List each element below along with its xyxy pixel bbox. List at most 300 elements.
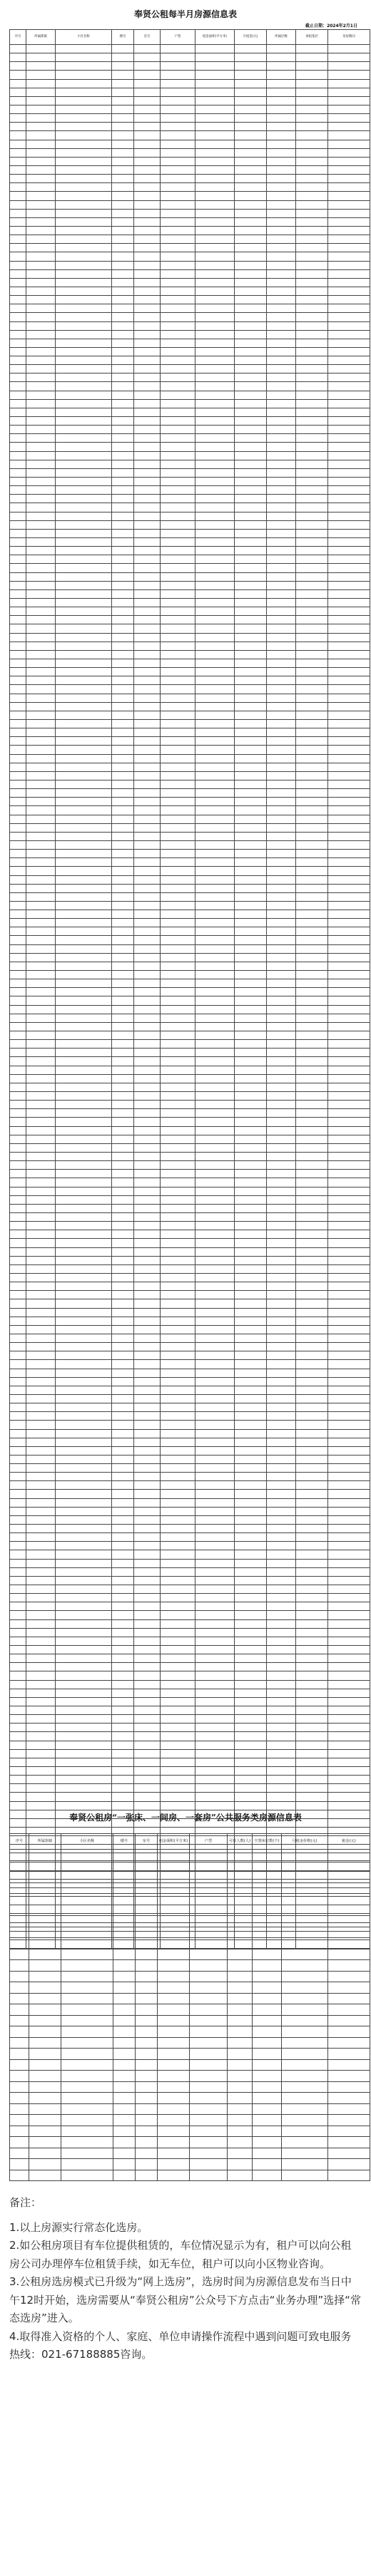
table-cell [161,1092,195,1101]
table-cell [161,1766,195,1775]
table-cell [161,278,195,287]
table-cell [228,2148,253,2159]
table-cell [10,114,26,123]
table-cell [161,1247,195,1256]
table-cell [56,771,112,780]
table-cell [112,780,134,788]
table-cell [134,694,161,702]
table-cell [235,884,267,892]
table-row [10,123,370,131]
table1-grid [9,29,370,1949]
table-cell [56,382,112,391]
table1-title: 奉贤公租每半月房源信息表 [133,9,237,19]
table-row [10,1473,370,1481]
table-cell [10,1654,26,1663]
table-cell [56,1567,112,1576]
table-cell [10,650,26,659]
table-cell [113,2137,136,2148]
table-cell [296,313,328,321]
table-cell [195,650,235,659]
table-cell [56,512,112,520]
table-cell [56,209,112,217]
table-cell [267,1092,296,1101]
table-cell [195,1092,235,1101]
table-cell [267,1697,296,1706]
table-cell [267,599,296,607]
table-cell [296,1153,328,1161]
table-cell [26,304,56,313]
table-cell [112,1040,134,1049]
table-cell [10,1049,26,1057]
table-row [10,2081,370,2093]
table-row [10,1715,370,1724]
table-cell [26,694,56,702]
table-cell [56,1325,112,1334]
table-cell [61,1905,113,1916]
table-cell [235,1360,267,1369]
table-cell [190,2170,228,2181]
table-cell [328,2026,370,2038]
table-cell [296,88,328,96]
table-cell [195,728,235,737]
table-cell [328,1594,370,1602]
table-cell [10,1230,26,1239]
table-cell [328,1126,370,1135]
table-cell [235,555,267,564]
table-cell [190,1982,228,1994]
table-cell [56,287,112,295]
table-cell [112,1533,134,1542]
table-cell [235,1793,267,1801]
table-cell [296,1567,328,1576]
table-cell [10,702,26,711]
table-cell [235,1170,267,1178]
table-cell [112,1273,134,1282]
table-cell [10,2049,29,2060]
table-cell [26,1057,56,1066]
table-cell [10,1083,26,1091]
table-row [10,1663,370,1671]
table-row [10,668,370,676]
table-cell [26,1317,56,1325]
table-cell [56,217,112,226]
table-cell [161,581,195,589]
table-cell [161,1143,195,1152]
table-cell [195,339,235,347]
table-cell [56,1282,112,1291]
table-cell [190,1905,228,1916]
table-row [10,936,370,944]
table-row [10,520,370,529]
table-cell [328,1671,370,1680]
table-cell [235,676,267,685]
table-cell [195,1741,235,1749]
table-cell [158,1982,190,1994]
table-cell [29,2170,61,2181]
table-cell [134,217,161,226]
table-cell [195,1421,235,1429]
table-row [10,1732,370,1741]
table-cell [296,1766,328,1775]
table-cell [228,2137,253,2148]
table-cell [29,2159,61,2170]
table-cell [56,520,112,529]
table-cell [267,1170,296,1178]
table-cell [10,278,26,287]
table-cell [195,226,235,235]
table-cell [158,1927,190,1938]
table-cell [235,200,267,209]
table-cell [158,1872,190,1883]
table-cell [134,780,161,788]
table-cell [56,1793,112,1801]
table-cell [235,1040,267,1049]
table-cell [161,1299,195,1308]
table-cell [26,1594,56,1602]
table-row [10,1299,370,1308]
table-row [10,1671,370,1680]
table-cell [296,529,328,537]
table-cell [267,1308,296,1317]
table-row [10,1784,370,1793]
table-cell [112,1022,134,1031]
table-cell [26,1256,56,1264]
table-cell [267,148,296,157]
table-row [10,685,370,694]
table-cell [235,408,267,416]
table-cell [134,1766,161,1775]
table-cell [328,2081,370,2093]
table-cell [56,131,112,140]
table-cell [26,1637,56,1645]
table-cell [10,642,26,650]
table-cell [10,1031,26,1040]
table-cell [26,1550,56,1559]
table-row [10,1533,370,1542]
table-cell [267,304,296,313]
table-cell [112,1282,134,1291]
table-row [10,1860,370,1872]
table-cell [56,71,112,79]
table-row [10,2115,370,2126]
table-cell [267,1109,296,1118]
table-cell [161,832,195,840]
table-cell [26,200,56,209]
table-cell [10,261,26,269]
table-cell [10,148,26,157]
table-cell [328,1429,370,1438]
table-cell [161,365,195,373]
table-cell [112,468,134,477]
table-cell [328,1784,370,1793]
table-cell [190,1882,228,1894]
table-cell [26,1602,56,1611]
table-cell [282,2148,328,2159]
table-cell [26,183,56,192]
table-cell [267,356,296,365]
table-cell [112,875,134,884]
table-cell [56,339,112,347]
table-cell [113,2037,136,2049]
table-cell [10,443,26,451]
table-cell [112,1464,134,1473]
table-cell [328,1212,370,1221]
table-cell [267,1464,296,1473]
table-cell [195,1031,235,1040]
table-cell [253,1927,282,1938]
table-cell [134,1507,161,1515]
table-cell [113,2115,136,2126]
table-cell [282,1938,328,1949]
table-row [10,529,370,537]
table-cell [235,936,267,944]
table-cell [26,269,56,278]
table-cell [253,2081,282,2093]
table-cell [328,1949,370,1960]
table-cell [56,1473,112,1481]
table-cell [56,468,112,477]
table-cell [253,2137,282,2148]
table-cell [235,547,267,555]
table-cell [112,79,134,88]
table-cell [267,1706,296,1715]
table-cell [113,2093,136,2104]
table-cell [10,252,26,261]
table-cell [296,1776,328,1784]
table-cell [134,1758,161,1766]
table-cell [267,1446,296,1455]
table-row [10,1680,370,1689]
table-cell [29,2071,61,2082]
table-cell [328,650,370,659]
table-cell [112,1602,134,1611]
table-cell [10,538,26,547]
table-cell [161,417,195,426]
table-cell [161,1455,195,1463]
table-cell [267,529,296,537]
table-cell [134,1438,161,1446]
table-cell [134,1724,161,1732]
table-cell [195,1611,235,1619]
table-cell [195,988,235,996]
table-cell [190,1927,228,1938]
table-cell [134,96,161,105]
table-cell [253,2115,282,2126]
table-cell [29,2093,61,2104]
table-cell [56,685,112,694]
table-cell [253,1905,282,1916]
table-cell [235,1680,267,1689]
table-cell [113,1882,136,1894]
table-row [10,1594,370,1602]
table-cell [235,1455,267,1463]
table-cell [328,1101,370,1109]
table-cell [195,304,235,313]
table-cell [328,1083,370,1091]
table-cell [296,244,328,252]
table-cell [134,1212,161,1221]
table-cell [267,858,296,867]
table-cell [29,2026,61,2038]
table-row [10,1014,370,1022]
table-cell [26,1403,56,1412]
table-cell [134,304,161,313]
table-cell [134,451,161,460]
table-cell [134,737,161,746]
table-cell [56,1317,112,1325]
table-cell [235,287,267,295]
table-cell [161,165,195,174]
table-row [10,1273,370,1282]
table-row [10,572,370,581]
table-row [10,1938,370,1949]
table-cell [235,1343,267,1351]
table-cell [112,1143,134,1152]
table-row [10,1212,370,1221]
table-cell [267,1126,296,1135]
table-cell [328,1515,370,1524]
table-row [10,1429,370,1438]
table-cell [328,520,370,529]
table-cell [235,850,267,858]
table-cell [161,330,195,339]
table-cell [26,1101,56,1109]
table-cell [26,1525,56,1533]
table-cell [296,737,328,746]
table-cell [161,200,195,209]
table-cell [296,1438,328,1446]
table-cell [29,1916,61,1927]
table-cell [235,1637,267,1645]
table-row [10,1464,370,1473]
table-cell [328,278,370,287]
table-cell [112,157,134,165]
table-cell [26,157,56,165]
table-cell [328,131,370,140]
table-cell [282,1927,328,1938]
table-cell [10,330,26,339]
table-cell [10,754,26,763]
table-cell [112,1230,134,1239]
table-cell [161,175,195,183]
table-cell [282,1971,328,1982]
table-cell [267,875,296,884]
table-cell [328,668,370,676]
table-cell [136,1860,158,1872]
table-cell [235,971,267,979]
table-cell [328,1282,370,1291]
table-cell [10,711,26,719]
table-cell [56,1239,112,1247]
table-cell [134,1464,161,1473]
table-cell [267,538,296,547]
table-cell [56,1671,112,1680]
table-cell [296,1212,328,1221]
header-cell: 室号 [136,1834,158,1850]
table-cell [10,2115,29,2126]
table-cell [56,599,112,607]
table-cell [134,1732,161,1741]
table-cell [253,1860,282,1872]
table-row [10,105,370,113]
table-cell [253,2159,282,2170]
table-cell [29,2126,61,2137]
table-cell [267,685,296,694]
table-cell [267,209,296,217]
table-cell [56,226,112,235]
header-cell: 所属层数 [267,30,296,45]
table-cell [26,1507,56,1515]
table-cell [56,1204,112,1212]
table-cell [296,478,328,486]
table-cell [235,1507,267,1515]
table-cell [61,2059,113,2071]
table-cell [195,1490,235,1498]
table-cell [195,347,235,356]
header-cell: 楼号 [112,30,134,45]
table-cell [56,1689,112,1697]
table-cell [235,737,267,746]
note-item: 1.以上房源实行常态化选房。 [9,2220,148,2234]
table-cell [328,1014,370,1022]
table-cell [235,192,267,200]
table-cell [134,399,161,408]
table-cell [296,728,328,737]
table-cell [328,1646,370,1654]
table-cell [158,1894,190,1905]
table-cell [328,1576,370,1585]
table-cell [134,1291,161,1299]
table-cell [296,123,328,131]
table-cell [267,1776,296,1784]
table-cell [296,789,328,798]
table-cell [195,391,235,399]
table-cell [267,1230,296,1239]
table-cell [235,581,267,589]
table-cell [195,278,235,287]
table-cell [112,244,134,252]
table-row [10,1697,370,1706]
table-cell [112,88,134,96]
table-cell [267,1334,296,1342]
table-cell [26,1766,56,1775]
table-cell [195,1195,235,1204]
table-cell [10,1982,29,1994]
table-cell [228,2004,253,2016]
table-cell [161,840,195,849]
table-cell [195,1481,235,1490]
table-cell [296,1247,328,1256]
table-cell [10,1386,26,1394]
table-cell [158,2148,190,2159]
table-cell [328,1040,370,1049]
table-cell [112,927,134,936]
table-cell [296,910,328,919]
table-cell [134,382,161,391]
table-cell [26,780,56,788]
table-cell [136,1850,158,1861]
table2-body [10,1850,370,2181]
table-cell [195,165,235,174]
table-cell [228,1916,253,1927]
table-cell [267,1291,296,1299]
table-cell [26,1611,56,1619]
table-cell [282,2037,328,2049]
table-cell [161,1126,195,1135]
table-cell [296,365,328,373]
table-cell [112,1014,134,1022]
table-cell [10,1066,26,1074]
